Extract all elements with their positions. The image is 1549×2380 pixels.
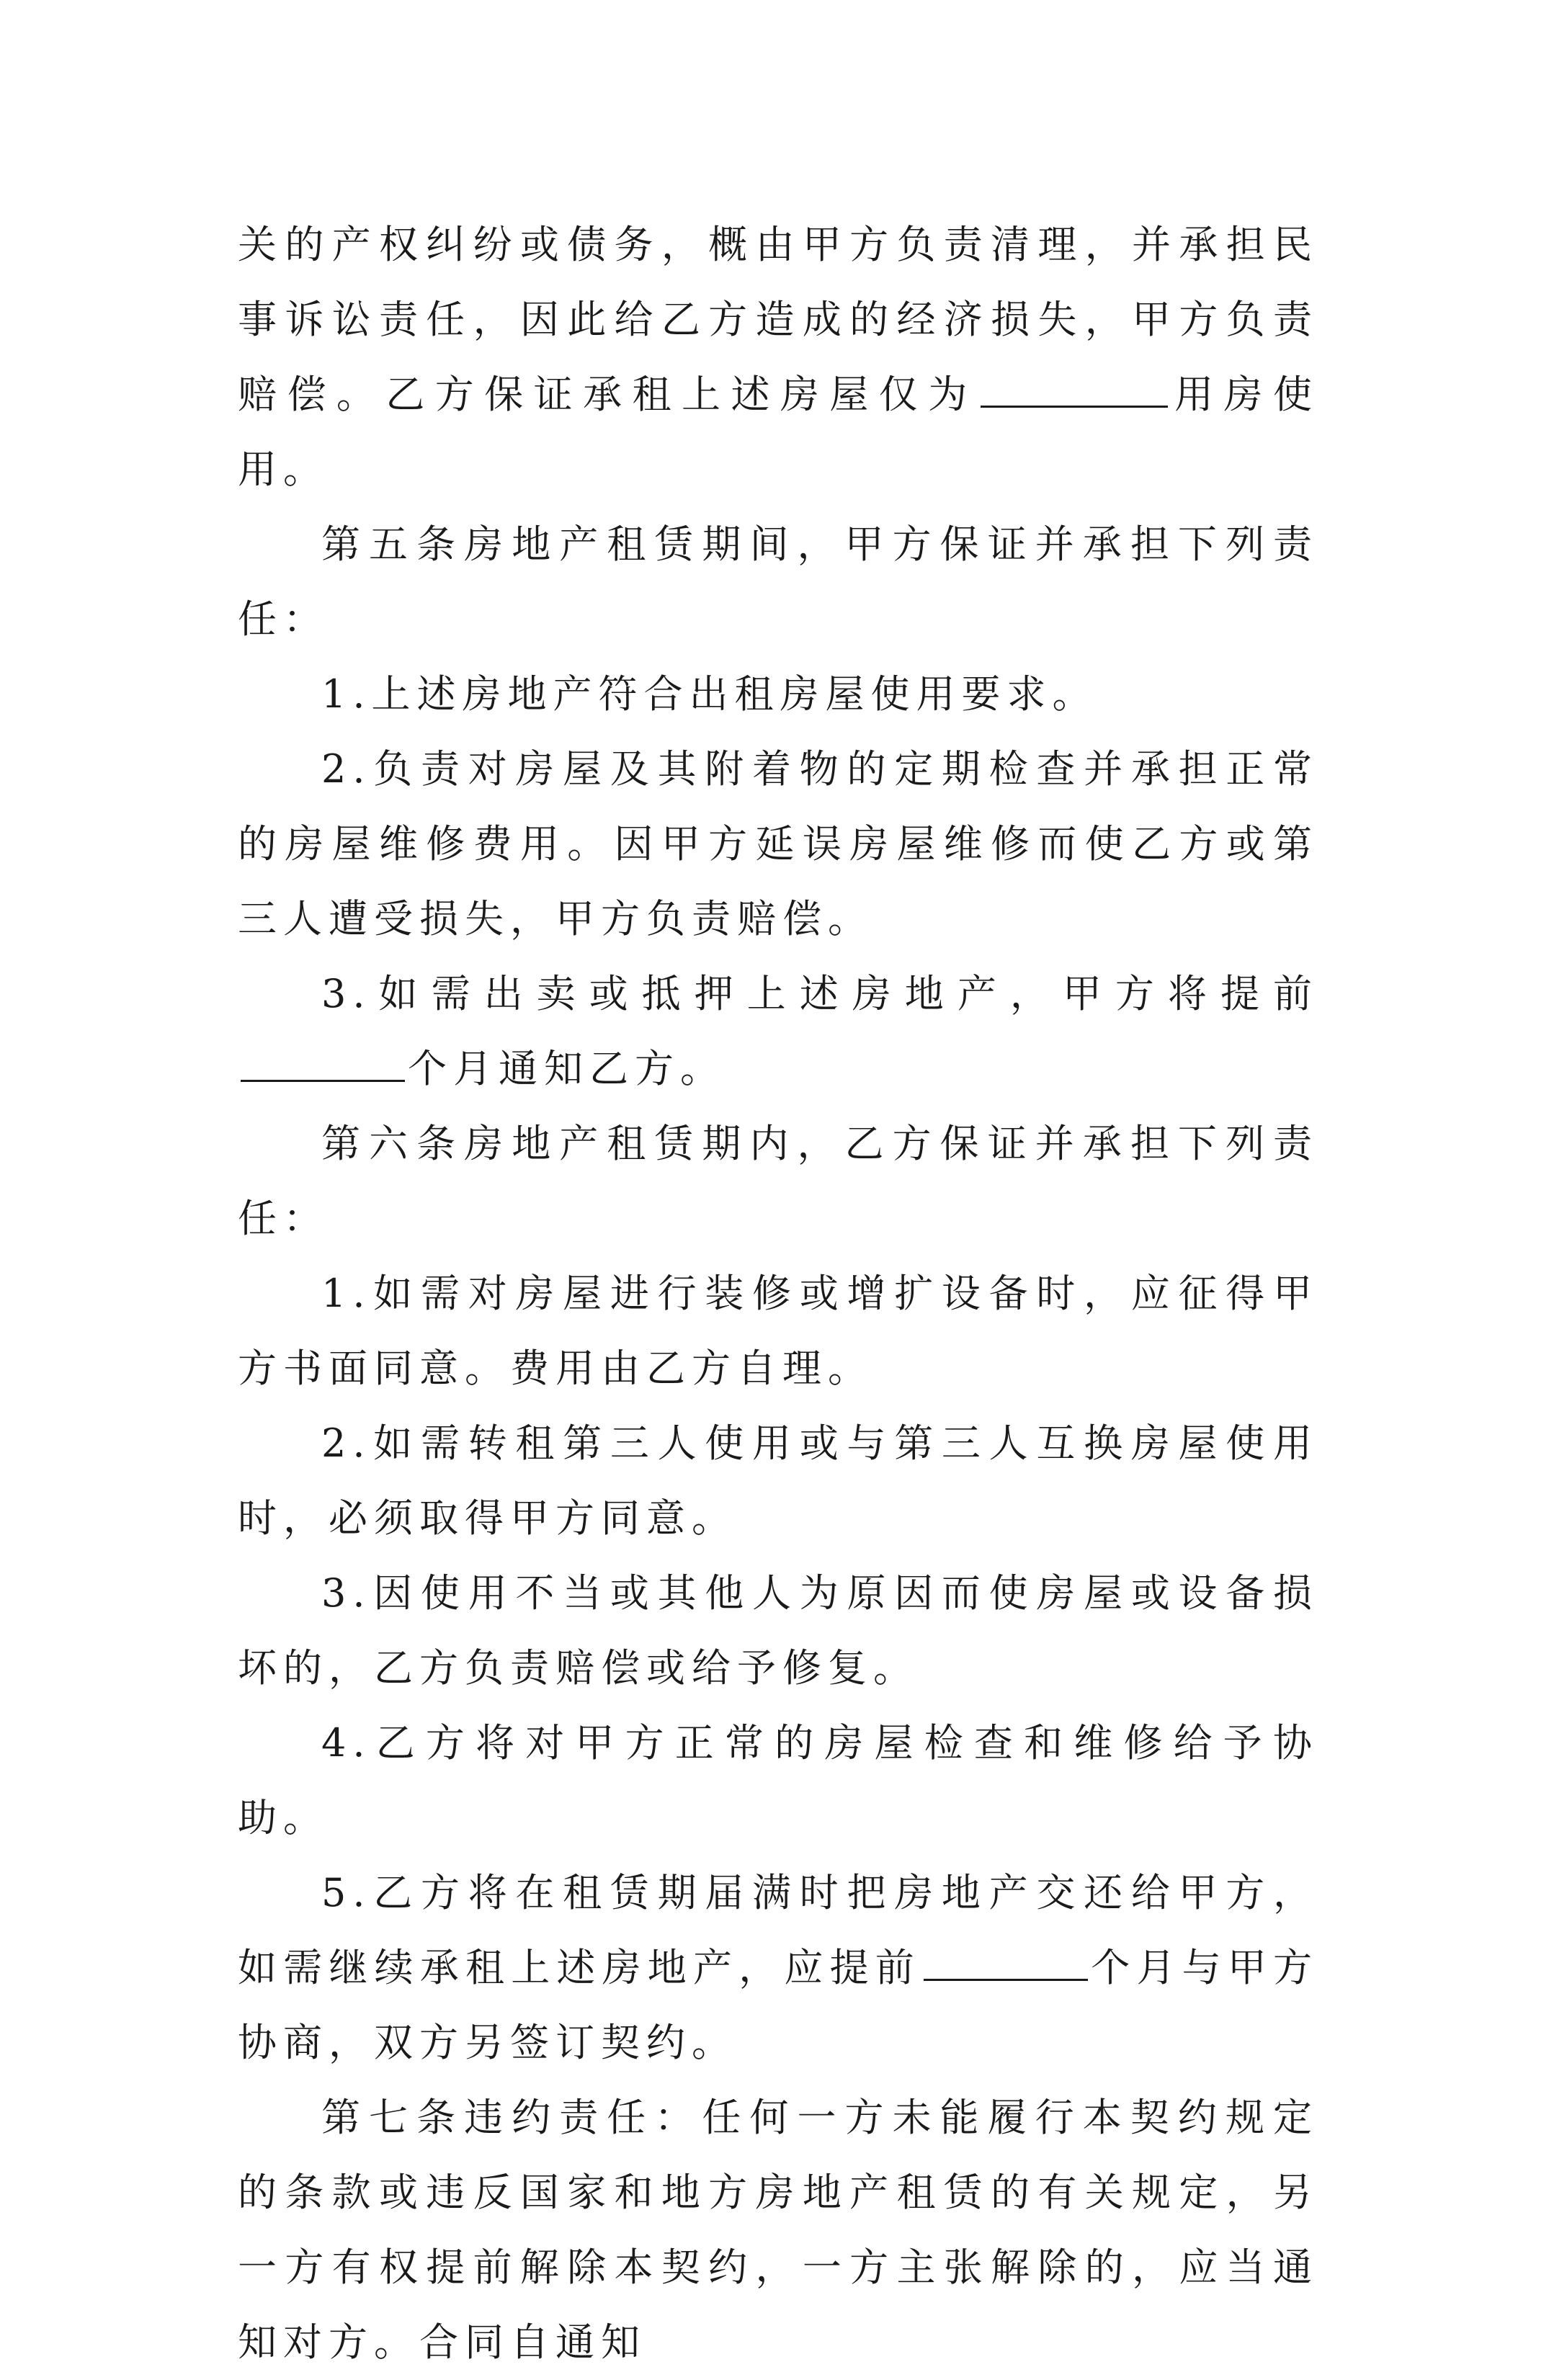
article-6-item-2: 2.如需转租第三人使用或与第三人互换房屋使用时，必须取得甲方同意。 bbox=[238, 1421, 1318, 1541]
fill-in-blank-months bbox=[924, 1944, 1088, 1981]
article-6-heading: 第六条房地产租赁期内，乙方保证并承担下列责任： bbox=[238, 1121, 1318, 1241]
article-6-item-4: 4.乙方将对甲方正常的房屋检查和维修给予协助。 bbox=[238, 1720, 1318, 1840]
article-5-item-2: 2.负责对房屋及其附着物的定期检查并承担正常的房屋维修费用。因甲方延误房屋维修而使乙方或第三人遭受损失，甲方负责赔偿。 bbox=[238, 746, 1318, 941]
paragraph-text: 5.乙方将在租赁期届满时把房地产交还给甲方，如需继续承租上述房地产，应提前 bbox=[238, 1870, 1318, 1990]
paragraph-text: 个月通知乙方。 bbox=[408, 1046, 726, 1091]
paragraph-text: 3.如需出卖或抵押上述房地产，甲方将提前 bbox=[321, 971, 1318, 1016]
paragraph-text: 个月与甲方协商，双方另签订契约。 bbox=[238, 1945, 1318, 2065]
article-5-item-3 bbox=[238, 957, 1318, 1106]
paragraph-text: 关的产权纠纷或债务，概由甲方负责清理，并承担民事诉讼责任，因此给乙方造成的经济损失，甲方负责赔偿。乙方保证承租上述房屋仅为 bbox=[238, 222, 1318, 417]
document-page bbox=[238, 207, 1318, 2380]
paragraph-text: 用房使用。 bbox=[238, 372, 1319, 492]
article-6-item-1: 1.如需对房屋进行装修或增扩设备时，应征得甲方书面同意。费用由乙方自理。 bbox=[238, 1271, 1318, 1391]
fill-in-blank-months bbox=[241, 1045, 405, 1082]
article-5-item-1: 1.上述房地产符合出租房屋使用要求。 bbox=[321, 671, 1098, 717]
fill-in-blank-usage bbox=[981, 371, 1168, 408]
article-5-heading: 第五条房地产租赁期间，甲方保证并承担下列责任： bbox=[238, 522, 1318, 642]
paragraph-continuation bbox=[238, 207, 1318, 507]
article-6-item-5 bbox=[238, 1856, 1318, 2080]
article-6-item-3: 3.因使用不当或其他人为原因而使房屋或设备损坏的，乙方负责赔偿或给予修复。 bbox=[238, 1570, 1318, 1691]
article-7-paragraph: 第七条违约责任：任何一方未能履行本契约规定的条款或违反国家和地方房地产租赁的有关规定，另一方有权提前解除本契约，一方主张解除的，应当通知对方。合同自通知 bbox=[238, 2095, 1318, 2365]
